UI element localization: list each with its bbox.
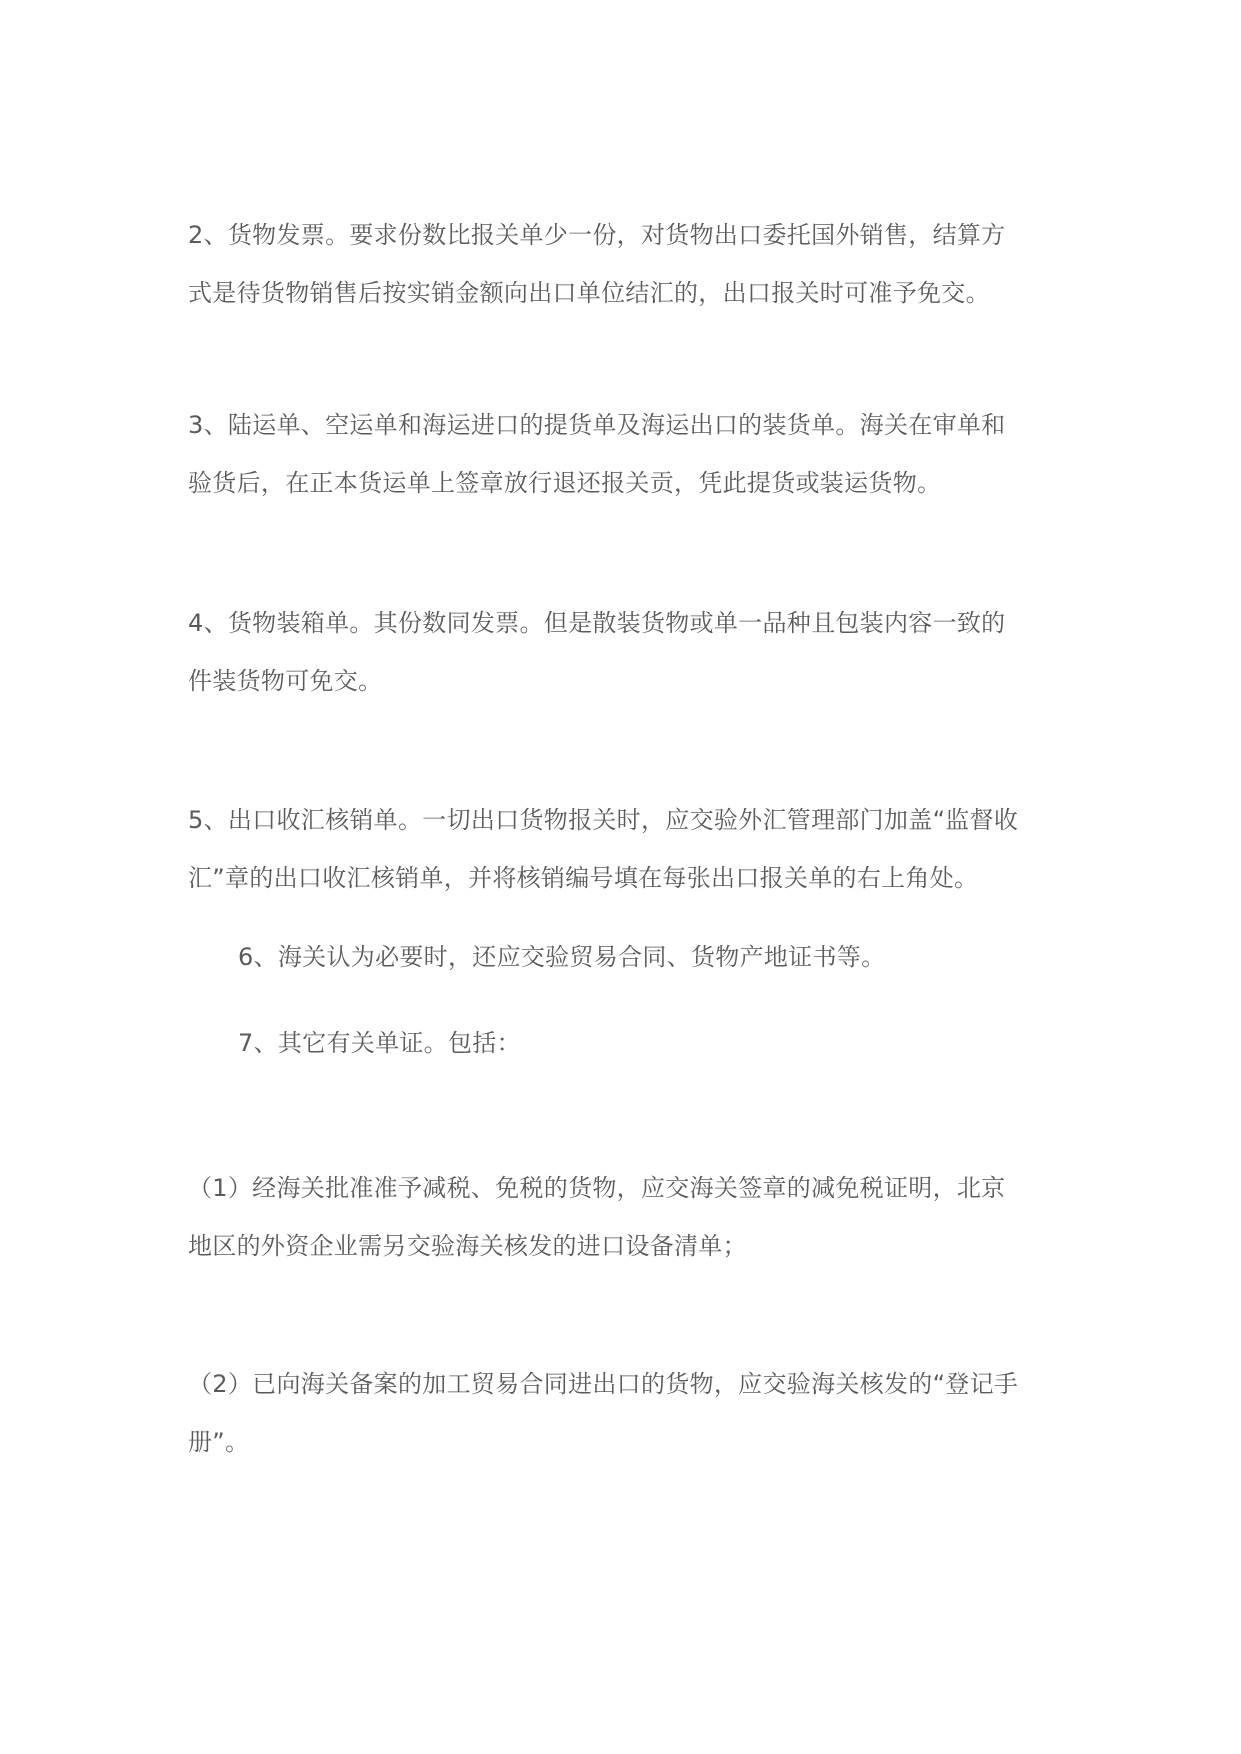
paragraph-line: （1）经海关批准准予减税、免税的货物，应交海关签章的减免税证明，北京 — [188, 1174, 1006, 1202]
paragraph-line: 册”。 — [188, 1428, 250, 1456]
paragraph-line: 7、其它有关单证。包括： — [238, 1029, 521, 1057]
paragraph-packing-list — [188, 594, 1060, 710]
paragraph-line: 验货后，在正本货运单上签章放行退还报关贡，凭此提货或装运货物。 — [188, 469, 942, 497]
paragraph-line: 式是待货物销售后按实销金额向出口单位结汇的，出口报关时可准予免交。 — [188, 279, 990, 307]
paragraph-tax-exemption — [188, 1159, 1060, 1275]
paragraph-line: 汇”章的出口收汇核销单，并将核销编号填在每张出口报关单的右上角处。 — [188, 864, 979, 892]
paragraph-invoice — [188, 206, 1060, 322]
paragraph-transport-docs — [188, 396, 1060, 512]
paragraph-line: 4、货物装箱单。其份数同发票。但是散装货物或单一品种且包装内容一致的 — [188, 609, 1006, 637]
paragraph-processing-trade — [188, 1355, 1060, 1471]
paragraph-line: （2）已向海关备案的加工贸易合同进出口的货物，应交验海关核发的“登记手 — [188, 1370, 1019, 1398]
paragraph-line: 地区的外资企业需另交验海关核发的进口设备清单； — [188, 1232, 747, 1260]
paragraph-verification-form — [188, 791, 1060, 907]
paragraph-line: 件装货物可免交。 — [188, 667, 383, 695]
paragraph-line: 3、陆运单、空运单和海运进口的提货单及海运出口的装货单。海关在审单和 — [188, 411, 1006, 439]
paragraph-line: 6、海关认为必要时，还应交验贸易合同、货物产地证书等。 — [238, 943, 886, 971]
paragraph-trade-contract — [238, 928, 1110, 986]
paragraph-line: 5、出口收汇核销单。一切出口货物报关时，应交验外汇管理部门加盖“监督收 — [188, 806, 1019, 834]
paragraph-line: 2、货物发票。要求份数比报关单少一份，对货物出口委托国外销售，结算方 — [188, 221, 1006, 249]
paragraph-other-docs — [238, 1014, 1110, 1072]
